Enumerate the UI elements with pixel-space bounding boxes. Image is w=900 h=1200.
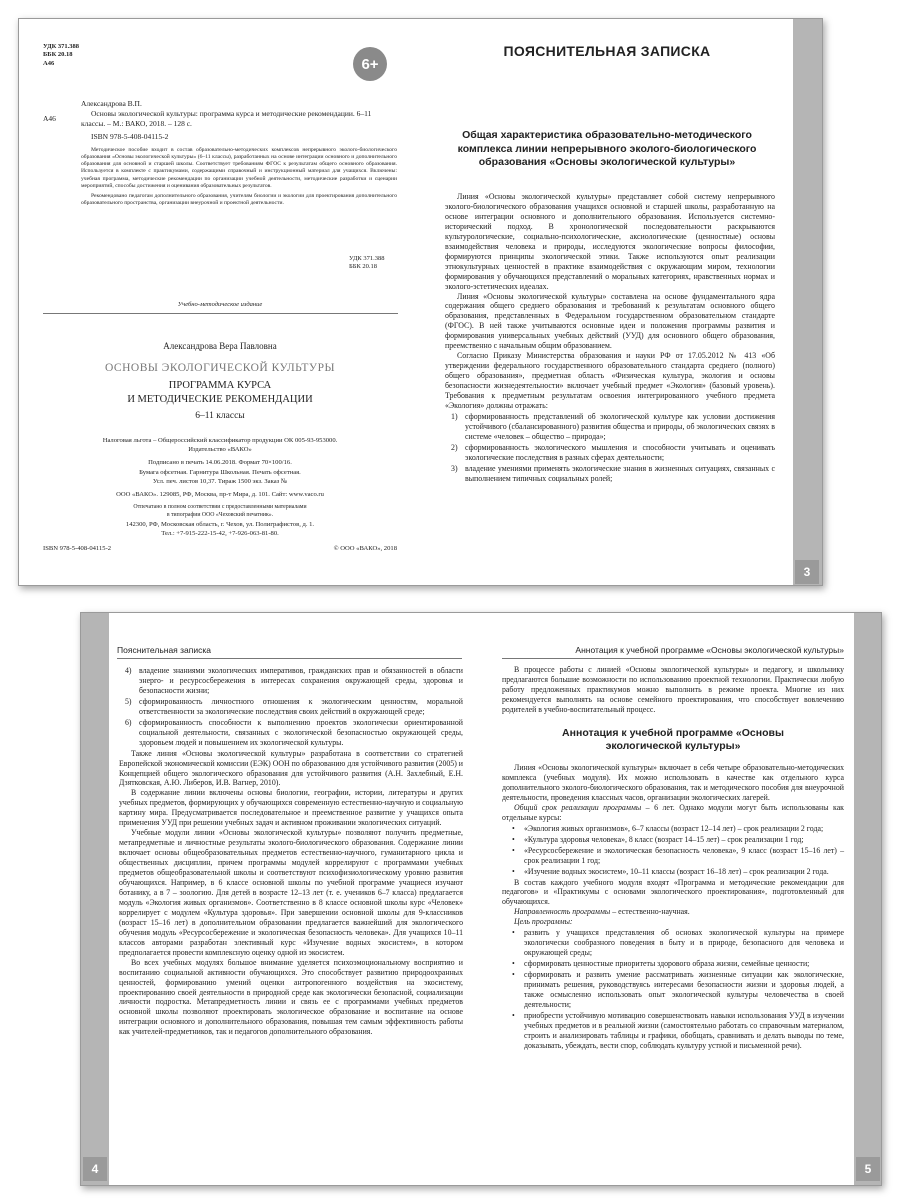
- list-item: • сформировать ценностные приоритеты здорового образа жизни, семейные ценности;: [512, 959, 810, 969]
- list-item: 5) сформированность личностного отношения к экологическим ценностям, моральной ответственности за экологические последствия своих действий в окружающей среде;: [125, 696, 463, 716]
- tax-note: Налоговая льгота – Общероссийский классификатор продукции ОК 005-93-953000.: [102, 437, 338, 444]
- recommendation-text: Рекомендовано педагогам дополнительного образования, учителям биологии и экологии для проектирования дополнительного образовательного пространства, организации внеурочной и проектной деятельности.: [81, 192, 397, 207]
- imprint-page: [19, 19, 421, 585]
- printed-line-2: в типографии ООО «Чеховский печатник».: [166, 512, 274, 519]
- page-number-badge: [795, 560, 819, 584]
- printed-line-4: Тел.: +7-915-222-15-42, +7-926-063-81-80.: [161, 529, 279, 537]
- direction-label: Направленность программы: [514, 907, 611, 917]
- list-item: • сформировать и развить умение рассматривать жизненные ситуации как экологические, принимать решения, руководствуясь интересами безопасности жизни и здоровья людей, а также осмысленно использовать опыт экологической культуры человечества в своей деятельности;: [512, 970, 844, 1009]
- isbn-bottom: ISBN 978-5-408-04115-2: [43, 545, 112, 552]
- print-line-2: Бумага офсетная. Гарнитура Школьная. Печать офсетная.: [139, 468, 301, 476]
- page-3: [421, 19, 823, 585]
- courses-list: [502, 824, 844, 877]
- requirements-list: [445, 412, 775, 484]
- page-4: [81, 613, 482, 1185]
- paragraph-direction: [502, 907, 844, 917]
- edge-strip: [81, 613, 109, 1185]
- bibliographic-record: [81, 99, 397, 142]
- paragraph: Учебные модули линии «Основы экологической культуры» позволяют получить предметные, метапредметные и личностные результаты эколого-биологического образования. Содержание линии включает основы общеобразовательных предметов естественно-научного, гуманитарного цикла и общественных дисциплин, причем программы модулей коррелируют с программами учебных предметов общеобразовательной школы и соответствуют психофизиологическому уровню развития обучающихся. Например, в 6 классе основной школы по учебной программе учащиеся изучают ботанику, а в 7 – зоологию. Для детей в возрасте 12–13 лет (т. е. учеников 6–7 класса) предлагается модуль «Экология живых организмов». Соответственно в 8 классе основной школы курс «Человек» коррелирует с модулем «Культура здоровья». При завершении основной школы для 9-классников (возраст 15–16 лет) в дополнительном образовании предлагается важнейший для экологического обучения модуль «Ресурсосбережение и экологическая безопасность человека». Для учащихся 10–11 классов авторами разработан элективный курс «Изучение водных экосистем», в котором предполагается провести комплексную оценку одной из экосистем.: [119, 828, 463, 957]
- list-item: • приобрести устойчивую мотивацию совершенствовать навыки использования УУД в изучении учебных предметов и в реальной жизни (самостоятельно работать со справочным материалом, строить и анализировать таблицы и графики, обобщать, сравнивать и делать выводы по теме, доказывать, убеждать, вести спор, соблюдать культуру устной и письменной речи).: [512, 1010, 844, 1050]
- list-item: 1) сформированность представлений об экологической культуре как условии достижения устойчивого (сбалансированного) развития общества и природы, об экологических связях в системе «человек – общество – природа»;: [451, 411, 775, 441]
- list-item: • «Изучение водных экосистем», 10–11 классы (возраст 16–18 лет) – срок реализации 2 года.: [512, 866, 829, 876]
- bbk-code: ББК 20.18: [43, 51, 73, 59]
- page-5: [482, 613, 882, 1185]
- page-4-body: [119, 665, 463, 1037]
- duration-label: Общий срок реализации программы: [514, 802, 642, 812]
- divider: [43, 313, 398, 314]
- list-item: 3) владение умениями применять экологические знания в жизненных ситуациях, связанных с выполнением типичных социальных ролей;: [451, 463, 775, 483]
- list-item: • «Экология живых организмов», 6–7 классы (возраст 12–14 лет) – срок реализации 2 года;: [512, 823, 824, 833]
- list-item: 6) сформированность способности к выполнению проектов экологически ориентированной социальной деятельности, связанных с экологической безопасностью окружающей среды, здоровьем людей и повышением их экологической культуры.: [125, 717, 463, 747]
- book-subtitle-1: ПРОГРАММА КУРСА: [168, 380, 272, 391]
- paragraph: Линия «Основы экологической культуры» составлена на основе фундаментального ядра содержания общего среднего образования и требований к результатам основного общего образования, представленных в Федеральном государственном образовательном стандарте (ФГОС). В ней также учитываются основные идеи и положения программы развития и формирования универсальных учебных действий (УУД) для основного общего образования, преемственно с начальным общим образованием.: [445, 291, 775, 351]
- paragraph: Согласно Приказу Министерства образования и науки РФ от 17.05.2012 № 413 «Об утверждении федерального государственного образовательного стандарта среднего (полного) общего образования», предметная область «Физическая культура, экология и основы безопасности жизнедеятельности» включает учебный предмет «Экология» (базовый уровень). Требования к предметным результатам освоения интегрированного учебного предмета «Экология» должны отражать:: [445, 351, 775, 411]
- book-grades: 6–11 классы: [195, 411, 245, 421]
- age-rating-badge: [353, 47, 387, 81]
- direction-text: – естественно-научная.: [610, 907, 690, 917]
- list-item: 2) сформированность экологического мышления и способности учитывать и оценивать экологические последствия в разных сферах деятельности;: [451, 442, 775, 462]
- page-number: 5: [864, 1162, 872, 1176]
- page-3-body: [445, 192, 775, 485]
- printed-line-3: 142300, РФ, Московская область, г. Чехов, ул. Полиграфистов, д. 1.: [125, 520, 315, 528]
- paragraph: Во всех учебных модулях большое внимание уделяется психоэмоциональному восприятию и воспитанию социальной активности обучающихся. Это способствует развитию природоохранных ценностей, формированию умений оценки антропогенного воздействия на экосистему, проектированию своей деятельности в природной среде как экологически безопасной, социализации личности подростка. Метапредметность линии и связь ее с программами учебных предметов основной школы позволяют проектировать экологическое образование и воспитание на основе интеграции основного и дополнительного образования, повышая тем самым эффективность работы как учителей-предметников, так и педагогов дополнительного образования.: [119, 957, 463, 1037]
- edge-strip: [793, 19, 823, 585]
- udk-block: [43, 43, 79, 68]
- section-heading: Аннотация к учебной программе «Основы экологической культуры»: [562, 726, 784, 753]
- abstract: [81, 147, 397, 207]
- author-full-name: Александрова Вера Павловна: [163, 341, 277, 351]
- goals-label: Цель программы:: [514, 917, 573, 927]
- spread-pages-2-3: [18, 18, 823, 586]
- isbn: ISBN 978-5-408-04115-2: [91, 132, 169, 142]
- abstract-text: Методическое пособие входит в состав образовательно-методических комплексов непрерывного эколого-биологического образования «Основы экологической культуры» (6–11 классы), разработанных на основе интеграции основного и дополнительного образования для основной и старшей школы. Соответствует требованиям ФГОС к результатам общего основного образования. Используется в комплекте с практикумами, содержащими справочный и инструкционный материал для учащихся. Включены: учебная программа, методические рекомендации по организации учебной деятельности, методические разработки и сценарии мероприятий, способы достижения и оценивания образовательных результатов.: [81, 147, 397, 189]
- paragraph: Линия «Основы экологической культуры» представляет собой систему непрерывного эколого-биологического образования учащихся основной и старшей школы, разработанную на основе интеграции основного и дополнительного образования. Используется системно-исторический подход. В хронологической последовательности раскрываются культурологические, социально-психологические, аксиологические (ценностные) основы взаимодействия человека и природы, исследуются экологические вопросы философии, формируются принципы экологической этики. Также используются опыт реализации этнокультурных ценностей в практике взаимодействия с окружающим миром, технологии формирования у обучающихся представлений о моральных категориях, нравственных нормах и эколого-эстетических идеалах.: [445, 192, 775, 291]
- goals-list: [502, 928, 844, 1050]
- udk-code-2: УДК 371.388: [349, 255, 385, 262]
- book-subtitle-2: И МЕТОДИЧЕСКИЕ РЕКОМЕНДАЦИИ: [127, 394, 313, 405]
- publisher-label: Издательство «ВАКО»: [188, 446, 252, 454]
- page-number-badge: [856, 1157, 880, 1181]
- paragraph: В состав каждого учебного модуля входят «Программа и методические рекомендации для педагогов» и «Практикумы с основами экологического проектирования», подготовленный для обучающихся.: [502, 877, 844, 907]
- page-number-badge: [83, 1157, 107, 1181]
- age-rating-text: 6+: [361, 55, 379, 73]
- page-number: 3: [803, 565, 811, 579]
- udk-block-2: [349, 255, 384, 272]
- paragraph: Также линия «Основы экологической культуры» разработана в соответствии со стратегией Европейской экономической комиссии (ЕЭК) ООН по образованию для устойчивого развития (2005) и Концепцией общего экологического образования для устойчивого развития (А.Н. Захлебный, Е.Н. Дзятковская, А.Ю. Либеров, И.В. Вагнер, 2010).: [119, 748, 463, 788]
- running-header: Аннотация к учебной программе «Основы экологической культуры»: [575, 645, 844, 655]
- list-item: • «Культура здоровья человека», 8 класс (возраст 14–15 лет) – срок реализации 1 год;: [512, 834, 804, 844]
- paragraph-duration: [502, 803, 844, 823]
- print-info: [19, 436, 421, 538]
- print-line-1: Подписано в печать 14.06.2018. Формат 70×100/16.: [148, 459, 292, 467]
- edge-strip: [854, 613, 882, 1185]
- bibliographic-description: Основы экологической культуры: программа курса и методические рекомендации. 6–11 классы. – М.: ВАКО, 2018. – 128 с.: [81, 108, 372, 128]
- duration-text: – 6 лет. Однако модули могут быть использованы как отдельные курсы:: [502, 802, 844, 822]
- bbk-code-2: ББК 20.18: [349, 263, 378, 271]
- author-short: Александрова В.П.: [81, 99, 142, 108]
- running-header: Пояснительная записка: [117, 645, 212, 655]
- printed-line-1: Отпечатано в полном соответствии с предоставленными материалами: [133, 504, 307, 511]
- spread-pages-4-5: [80, 612, 882, 1186]
- list-item: 4) владение знаниями экологических императивов, гражданских прав и обязанностей в области энерго- и ресурсосбережения в интересах сохранения окружающей среды, здоровья и безопасности жизни;: [125, 666, 463, 695]
- publisher-address: ООО «ВАКО». 129085, РФ, Москва, пр-т Мира, д. 101. Сайт: www.vaco.ru: [116, 491, 324, 499]
- print-line-3: Усл. печ. листов 10,37. Тираж 1500 экз. Заказ №: [152, 477, 288, 485]
- page-5-body: [502, 665, 844, 1052]
- header-rule: [117, 658, 462, 659]
- edition-type: Учебно-методическое издание: [177, 301, 263, 308]
- page-number: 4: [91, 1162, 99, 1176]
- list-item: • «Ресурсосбережение и экологическая безопасность человека», 9 класс (возраст 15–16 лет) – срок реализации 1 год;: [512, 845, 844, 865]
- section-heading: Общая характеристика образовательно-методического комплекса линии непрерывного эколого-биологического образования «Основы экологической культуры»: [457, 129, 757, 169]
- author-mark-2: А46: [43, 114, 56, 123]
- requirements-list-cont: [119, 666, 463, 748]
- paragraph: В процессе работы с линией «Основы экологической культуры» и педагогу, и школьнику предлагаются большие возможности по использованию проектной технологии. Практически любую работу предложенных практикумов можно выполнить в режиме проекта. Многие из них рекомендуется выполнять на основе семейного проектирования, что способствует вовлечению родителей в учебно-воспитательный процесс.: [502, 665, 844, 714]
- author-mark: А46: [43, 59, 55, 67]
- list-item: • развить у учащихся представления об основах экологической культуры на примере экологически сообразного поведения в быту и в природе, безопасного для человека и окружающей среды;: [512, 928, 844, 958]
- page-title: ПОЯСНИТЕЛЬНАЯ ЗАПИСКА: [503, 43, 711, 59]
- paragraph: Линия «Основы экологической культуры» включает в себя четыре образовательно-методических комплекса (учебных модуля). Их можно использовать в качестве как отдельного курса дополнительного эколого-биологического образования, так и методического пособия для внеурочной деятельности, проведения классных часов, организации экологических лагерей.: [502, 763, 844, 802]
- paragraph: В содержание линии включены основы биологии, географии, истории, литературы и других учебных предметов, формирующих у обучающихся современную естественно-научную и социальную картину мира. Предусматривается последовательное и преемственное развитие у учащихся опыта применения УУД при решении учебных задач и активном проживании экологических ситуаций.: [119, 788, 463, 828]
- header-rule: [502, 658, 844, 659]
- udk-code: УДК 371.388: [43, 43, 80, 50]
- book-title: ОСНОВЫ ЭКОЛОГИЧЕСКОЙ КУЛЬТУРЫ: [104, 362, 336, 374]
- copyright: © ООО «ВАКО», 2018: [333, 545, 397, 552]
